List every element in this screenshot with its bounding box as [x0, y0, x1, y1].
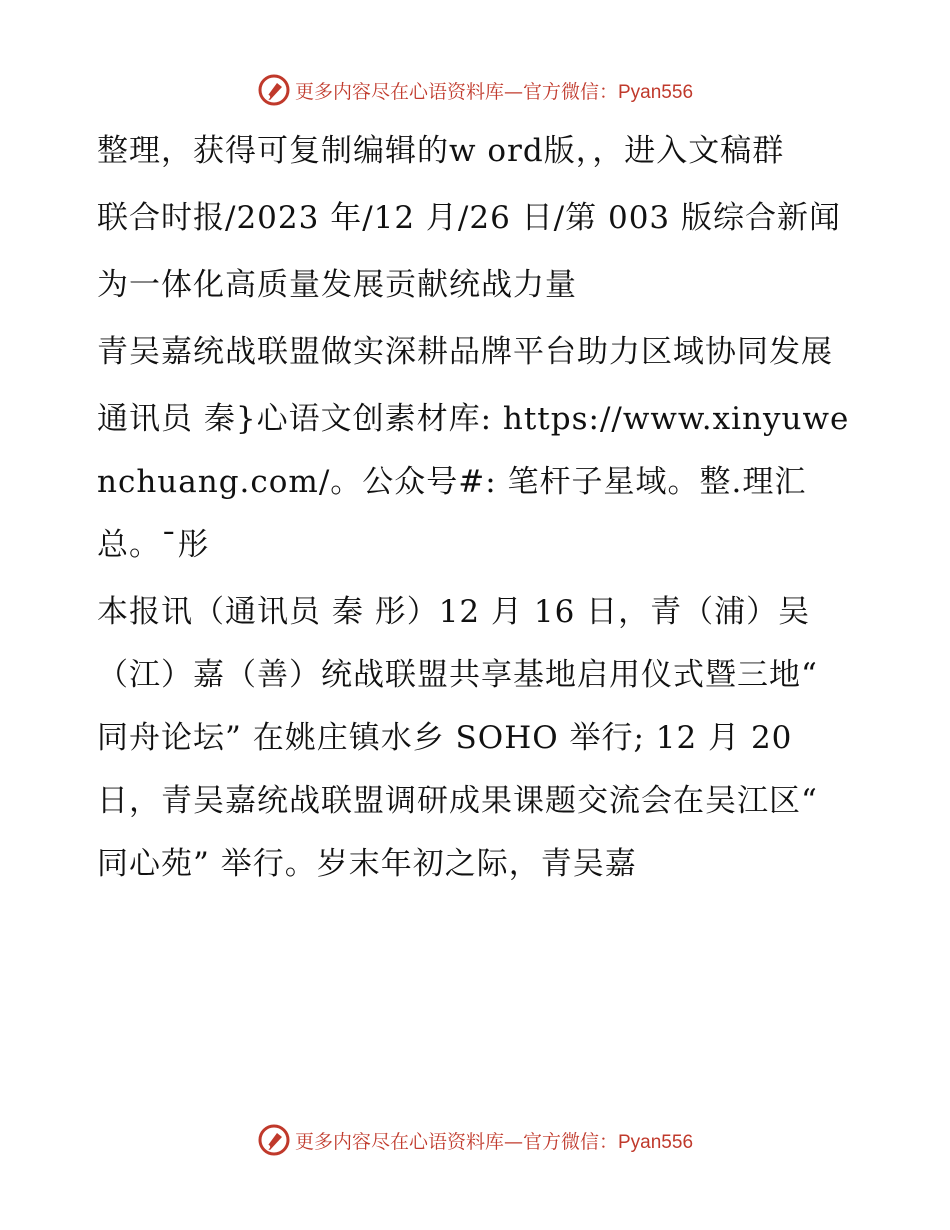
header-banner [0, 68, 950, 112]
banner-text [295, 1127, 693, 1154]
banner-dash: — [503, 1130, 523, 1153]
banner-text [295, 77, 693, 104]
paragraph-subheadline: 青吴嘉统战联盟做实深耕品牌平台助力区域协同发展 [97, 334, 833, 370]
paragraph-notice: 整理，获得可复制编辑的w ord版，，进入文稿群 [97, 133, 785, 169]
pen-nib-logo-icon [257, 1123, 291, 1157]
banner-wechat-id: Pyan556 [618, 81, 694, 103]
banner-wechat-id: Pyan556 [618, 1131, 694, 1153]
banner-wechat-label: 官方微信： [522, 80, 618, 103]
paragraph-body: 本报讯（通讯员 秦 彤）12 月 16 日，青（浦）吴（江）嘉（善）统战联盟共享基地启用仪式暨三地“ 同舟论坛” 在姚庄镇水乡 SOHO 举行; 12 月 20 日，青吴嘉统战联盟调研成果课题交流会在吴江区“ 同心苑” 举行。岁末年初之际，青吴嘉 [97, 594, 818, 882]
document-body [97, 120, 857, 896]
banner-wechat-label: 官方微信： [522, 1130, 618, 1153]
banner-dash: — [503, 80, 523, 103]
banner-title: 更多内容尽在心语资料库 [294, 1130, 504, 1153]
paragraph-source: 联合时报/2023 年/12 月/26 日/第 003 版综合新闻 [97, 200, 842, 236]
paragraph-headline: 为一体化高质量发展贡献统战力量 [97, 267, 577, 303]
paragraph-byline: 通讯员 秦}心语文创素材库: https://www.xinyuwenchuang.com/。公众号#: 笔杆子星域。整.理汇总。¯彤 [97, 401, 850, 563]
pen-nib-logo-icon [257, 73, 291, 107]
footer-banner [0, 1118, 950, 1162]
banner-title: 更多内容尽在心语资料库 [294, 80, 504, 103]
